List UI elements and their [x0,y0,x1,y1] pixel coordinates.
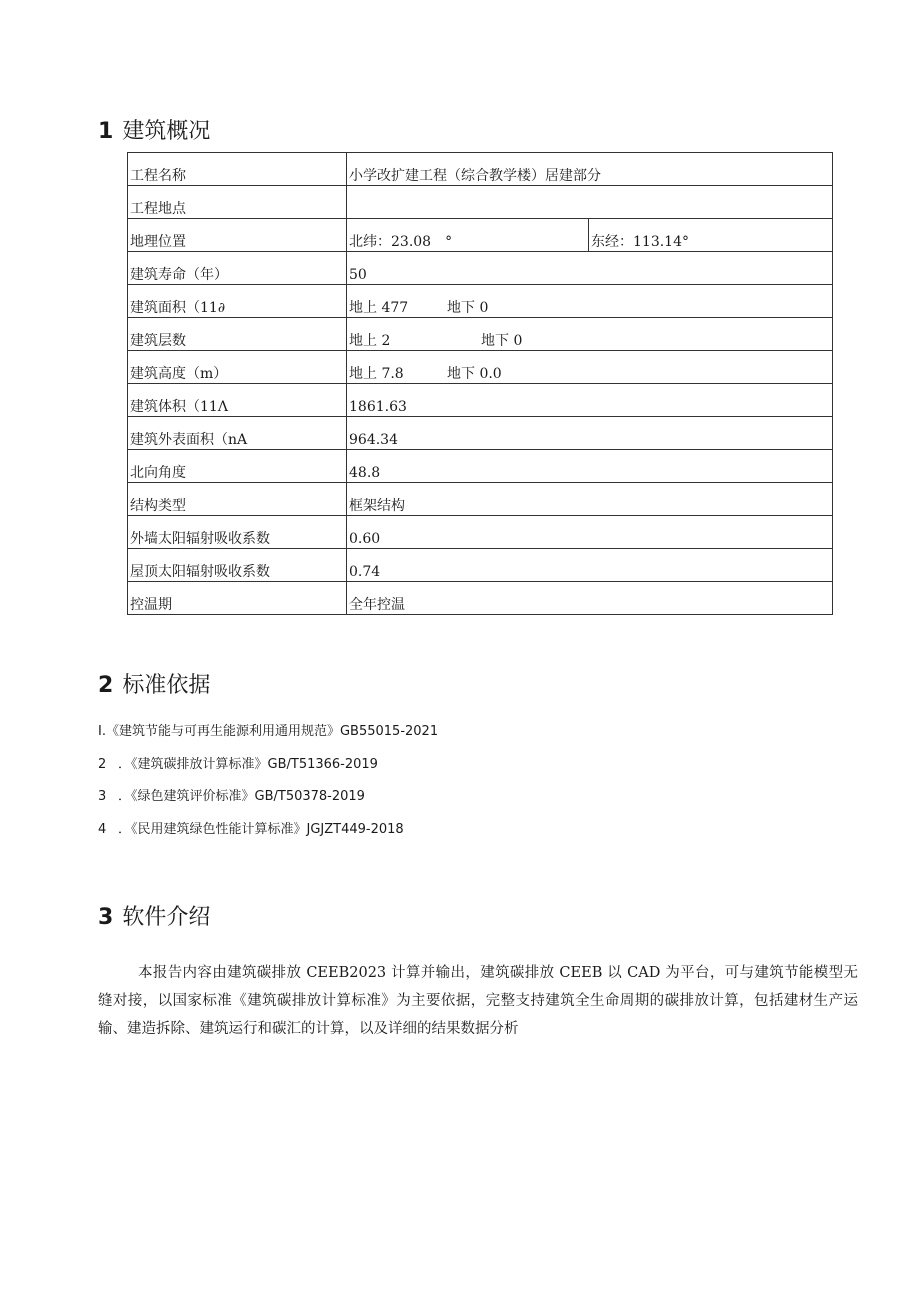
software-intro-paragraph: 本报告内容由建筑碳排放 CEEB2023 计算并输出，建筑碳排放 CEEB 以 CAD 为平台，可与建筑节能模型无缝对接，以国家标准《建筑碳排放计算标准》为主要依据，完整支持建筑全生命周期的碳排放计算，包括建材生产运输、建造拆除、建筑运行和碳汇的计算，以及详细的结果数据分析 [98,964,858,1037]
table-row [128,417,833,450]
row-key: 北向角度 [128,450,347,483]
list-item-index: I. [98,724,106,739]
row-value: 50 [347,252,833,285]
section-heading-standards [98,668,210,699]
standards-list [98,722,438,852]
row-value: 框架结构 [347,483,833,516]
list-item-text: ．《绿色建筑评价标准》GB/T50378-2019 [118,789,365,804]
row-value [347,351,833,384]
above-ground-value: 地上 2 [349,333,391,349]
row-key: 控温期 [128,582,347,615]
row-value: 1861.63 [347,384,833,417]
below-ground-value: 地下 0 [481,333,523,349]
row-value [347,318,833,351]
latitude-value: 北纬：23.08 ° [347,219,589,252]
row-key: 结构类型 [128,483,347,516]
table-row [128,153,833,186]
table-row [128,252,833,285]
row-key: 外墙太阳辐射吸收系数 [128,516,347,549]
table-row [128,351,833,384]
table-row [128,384,833,417]
table-row [128,549,833,582]
row-key: 工程名称 [128,153,347,186]
list-item [98,820,438,853]
section-title: 标准依据 [122,673,211,698]
row-key: 建筑层数 [128,318,347,351]
row-key: 建筑寿命（年） [128,252,347,285]
section-title: 建筑概况 [122,119,211,144]
section-number: 2 [98,673,114,698]
table-row [128,516,833,549]
table-row [128,582,833,615]
table-row [128,483,833,516]
list-item-index: 4 [98,821,107,837]
row-key: 建筑面积（11∂ [128,285,347,318]
building-info-table [127,152,833,615]
section-title: 软件介绍 [122,905,211,930]
row-key: 建筑外表面积（nA [128,417,347,450]
row-key: 工程地点 [128,186,347,219]
row-value [347,186,833,219]
section-number: 1 [98,119,114,144]
list-item-text: ．《建筑碳排放计算标准》GB/T51366-2019 [118,756,378,772]
list-item [98,787,438,820]
row-value: 48.8 [347,450,833,483]
list-item-text: 《建筑节能与可再生能源利用通用规范》GB55015-2021 [105,724,439,739]
list-item-index: 3 [98,789,107,804]
below-ground-value: 地下 0.0 [447,366,502,382]
row-value: 全年控温 [347,582,833,615]
table-row [128,219,833,252]
row-key: 屋顶太阳辐射吸收系数 [128,549,347,582]
row-value: 小学改扩建工程（综合教学楼）居建部分 [347,153,833,186]
above-ground-value: 地上 477 [349,300,409,316]
row-key: 建筑体积（11Λ [128,384,347,417]
longitude-value: 东经：113.14° [589,219,833,252]
table-row [128,450,833,483]
row-value: 0.74 [347,549,833,582]
table-row [128,318,833,351]
row-key: 地理位置 [128,219,347,252]
list-item [98,755,438,788]
table-row [128,186,833,219]
list-item-text: ．《民用建筑绿色性能计算标准》JGJZT449-2018 [118,821,404,837]
row-key: 建筑高度（m） [128,351,347,384]
list-item-index: 2 [98,756,107,772]
table-row [128,285,833,318]
row-value [347,285,833,318]
list-item [98,722,438,755]
section-heading-software [98,900,210,931]
section-heading-overview [98,114,210,145]
above-ground-value: 地上 7.8 [349,366,404,382]
row-value: 964.34 [347,417,833,450]
row-value: 0.60 [347,516,833,549]
below-ground-value: 地下 0 [447,300,489,316]
section-number: 3 [98,905,114,930]
